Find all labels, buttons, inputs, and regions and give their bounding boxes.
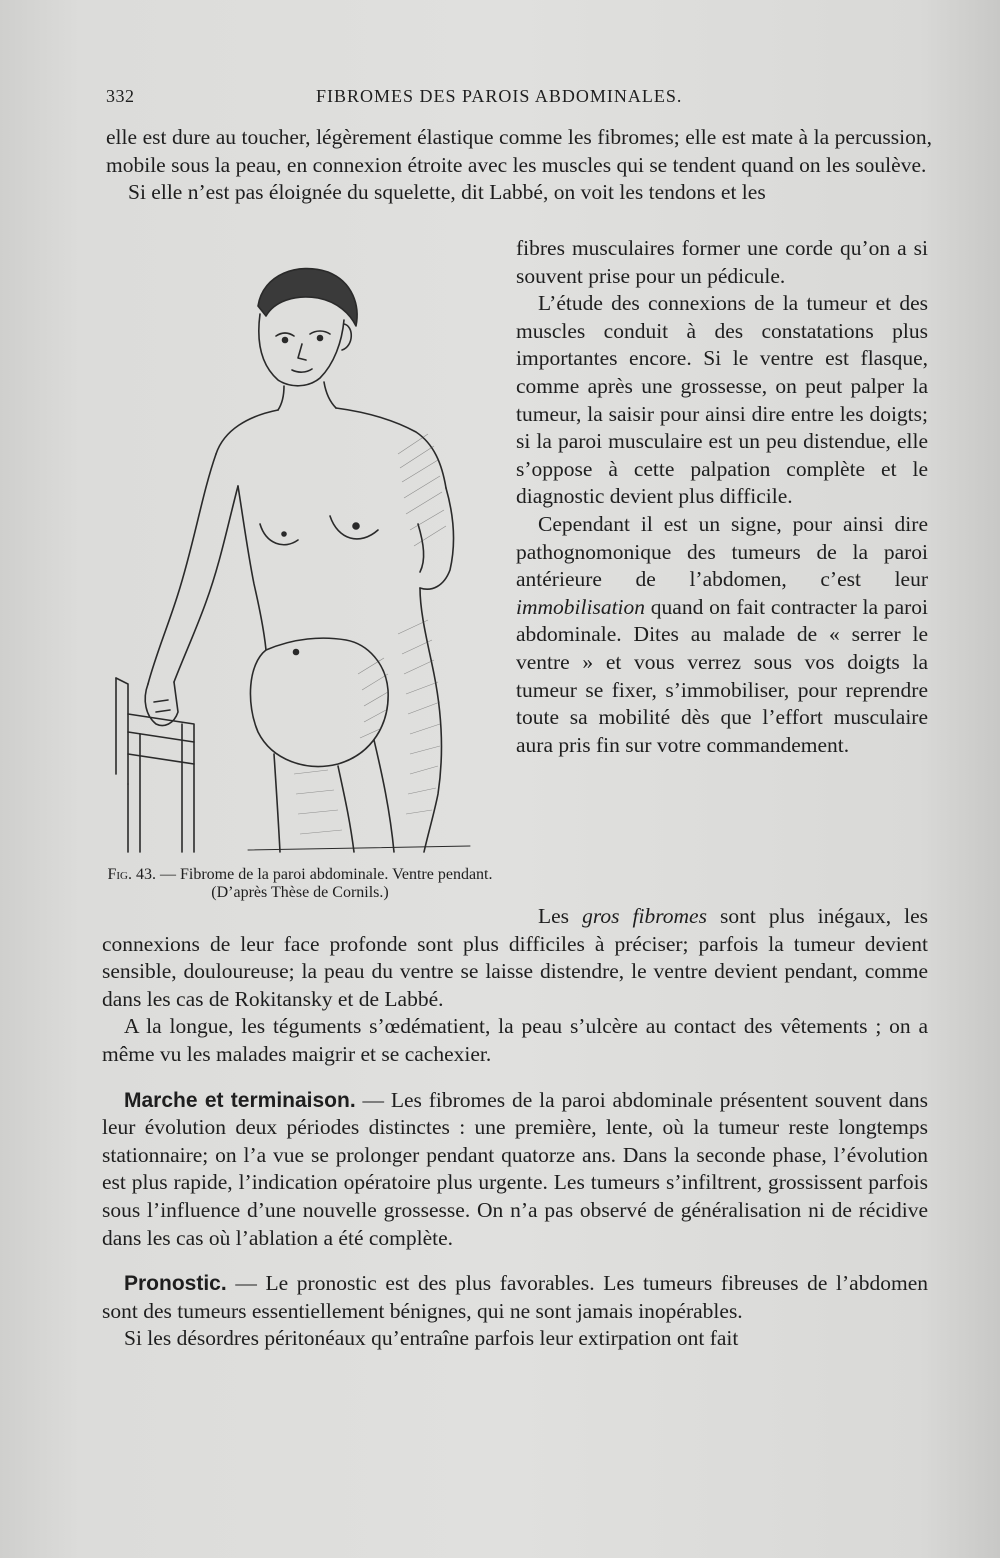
gros-text-start: Les xyxy=(538,904,570,928)
signe-text-before: Cependant il est un signe, pour ainsi dire pathognomonique des tumeurs de la paroi antérieure de l’abdomen, c’est leur xyxy=(516,511,928,592)
page-number: 332 xyxy=(106,86,135,106)
section-marche xyxy=(102,1087,928,1253)
section-gap xyxy=(102,1069,928,1087)
section-title-pronostic: Pronostic. xyxy=(124,1272,227,1296)
engraving-woman-abdominal-tumor xyxy=(98,254,502,854)
top-text xyxy=(106,124,932,207)
section-pronostic xyxy=(102,1270,928,1325)
figure-caption xyxy=(104,866,496,902)
gros-text-rest: sont plus inégaux, les connexions de leur face profonde sont plus difficiles à préciser; parfois la tumeur devient sensible, douloureuse; la peau du ventre se laisse distendre, le ventre devient pendant, comme dans les cas de Rokitansky et de Labbé. xyxy=(102,904,929,1011)
paragraph-continuation: elle est dure au toucher, légèrement élastique comme les fibromes; elle est mate à la percussion, mobile sous la peau, en connexion étroite avec les muscles qui se tendent quand on les soulève. xyxy=(106,125,932,177)
section-text-pronostic: — Le pronostic est des plus favorables. Les tumeurs fibreuses de l’abdomen sont des tumeurs essentiellement bénignes, qui ne sont jamais inopérables. xyxy=(102,1271,928,1323)
paragraph-signe xyxy=(516,511,928,759)
signe-emphasis: immobilisation xyxy=(516,594,646,619)
figure-label: Fig. 43. xyxy=(107,866,156,883)
gros-emphasis: gros fibromes xyxy=(582,904,707,928)
paragraph-labbe-tail: fibres musculaires former une corde qu’on a si souvent prise pour un pédicule. xyxy=(516,236,928,288)
paragraph-gros-fibromes xyxy=(102,903,928,1013)
figure-illustration xyxy=(98,254,502,854)
paragraph-connexions: L’étude des connexions de la tumeur et des muscles conduit à des constatations plus importantes encore. Si le ventre est flasque, comme après une grossesse, on peut palper la tumeur, la saisir pour ainsi dire entre les doigts; si la paroi musculaire est un peu distendue, elle s’oppose à cette palpation complète et le diagnostic devient plus difficile. xyxy=(516,291,928,509)
section-text-marche: — Les fibromes de la paroi abdominale présentent souvent dans leur évolution deux périodes distinctes : une première, lente, où la tumeur reste longtemps stationnaire; on l’a vue se prolonger pendant quatorze ans. Dans la seconde phase, l’évolution est plus rapide, l’indication opératoire plus urgente. Les tumeurs s’infiltrent, grossissent parfois sous l’influence d’une nouvelle grossesse. On n’a pas observé de généralisation ni de récidive dans les cas où l’ablation a été complète. xyxy=(102,1087,928,1250)
paragraph-desordres: Si les désordres péritonéaux qu’entraîne parfois leur extirpation ont fait xyxy=(124,1326,739,1351)
right-column-text xyxy=(516,235,928,759)
page-header xyxy=(106,86,932,110)
running-title: FIBROMES DES PAROIS ABDOMINALES. xyxy=(316,86,683,106)
section-title-marche: Marche et terminaison. xyxy=(124,1088,356,1112)
paragraph-labbe-start: Si elle n’est pas éloignée du squelette, dit Labbé, on voit les tendons et les xyxy=(128,180,766,205)
paragraph-teguments: A la longue, les téguments s’œdématient, la peau s’ulcère au contact des vêtements ; on a même vu les malades maigrir et se cachexier. xyxy=(102,1014,928,1066)
figure-caption-text: — Fibrome de la paroi abdominale. Ventre pendant. (D’après Thèse de Cornils.) xyxy=(160,866,493,901)
signe-text-after: quand on fait contracter la paroi abdominale. Dites au malade de « serrer le ventre » et vous verrez sous vos doigts la tumeur se fixer, s’immobiliser, pour reprendre toute sa mobilité dès que l’effort musculaire aura pris fin sur votre commandement. xyxy=(516,594,928,757)
bottom-text xyxy=(102,903,928,1353)
section-gap xyxy=(102,1252,928,1270)
